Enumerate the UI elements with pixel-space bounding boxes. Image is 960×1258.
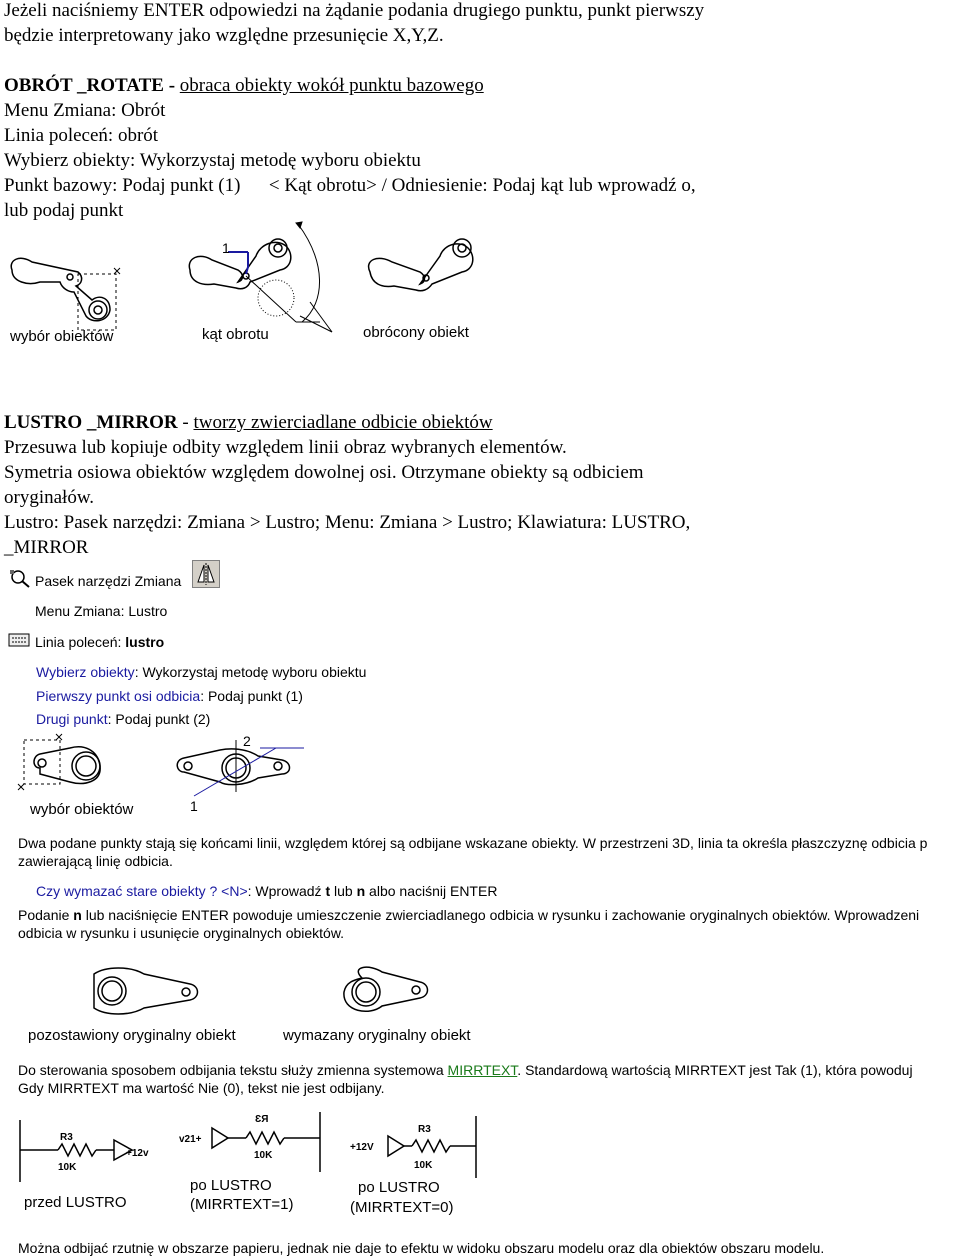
- circuit-before-k: 10K: [58, 1162, 77, 1173]
- help-prompt-2: [36, 688, 303, 705]
- help-prompt-1-label: Wybierz obiekty: [36, 664, 135, 680]
- help-erase-prompt: [36, 883, 497, 900]
- mirror-fig1-point-1: 1: [190, 798, 198, 814]
- help-para-1-line-1: Dwa podane punkty stają się końcami linii, względem której są odbijane wskazane obiekty. W przestrzeni 3D, linia ta określa płaszczyznę odbicia p: [18, 835, 928, 851]
- circuit-before-v: +12v: [126, 1148, 149, 1159]
- mirror-figure-2: [20, 962, 500, 1052]
- help-prompt-3-text: : Podaj punkt (2): [107, 711, 211, 727]
- circuit-mirror1-k: 10K: [254, 1150, 273, 1161]
- help-prompt-1-text: : Wykorzystaj metodę wyboru obiektu: [134, 664, 367, 680]
- help-para-2-line-1: [18, 907, 919, 924]
- help-prompt-1: [36, 664, 366, 681]
- help-para-2-n: n: [73, 907, 82, 923]
- rotate-heading: [4, 73, 484, 98]
- help-para-2-b: lub naciśnięcie ENTER powoduje umieszczenie zwierciadlanego odbicia w rysunku i zachowanie oryginalnych obiektów. Wprowadzeni: [81, 907, 920, 923]
- circuit-before-label: przed LUSTRO: [24, 1194, 127, 1211]
- circuit-mirror1-r: ƐЯ: [255, 1114, 269, 1125]
- help-command-prefix: Linia poleceń:: [35, 634, 126, 650]
- mirror-fig1-selected: [18, 734, 100, 790]
- circuit-mirror0-label-1: po LUSTRO: [358, 1179, 440, 1196]
- help-erase-prompt-t: t: [325, 883, 331, 899]
- rotate-description: obraca obiekty wokół punktu bazowego: [179, 75, 484, 96]
- help-erase-prompt-d: albo naciśnij ENTER: [365, 883, 498, 899]
- help-prompt-2-text: : Podaj punkt (1): [200, 688, 303, 704]
- help-para-1-line-2: zawierającą linię odbicia.: [18, 853, 173, 869]
- help-menu: Menu Zmiana: Lustro: [35, 603, 168, 619]
- mirror-fig1-reflected: [177, 740, 304, 796]
- circuit-before-r: R3: [60, 1132, 73, 1143]
- mirror-title: LUSTRO _MIRROR: [4, 412, 178, 433]
- circuit-mirror1-label-2: (MIRRTEXT=1): [190, 1196, 294, 1213]
- help-command-value: lustro: [125, 634, 165, 650]
- mirror-tool-icon: [192, 560, 220, 588]
- help-prompt-3-label: Drugi punkt: [36, 711, 108, 727]
- mirror-desc-2: Symetria osiowa obiektów względem dowolnej osi. Otrzymane obiekty są odbiciem: [4, 462, 644, 483]
- help-erase-prompt-c: lub: [330, 883, 357, 899]
- rotate-fig-label-rotated: obrócony obiekt: [363, 324, 469, 341]
- help-erase-prompt-b: : Wprowadź: [247, 883, 326, 899]
- help-para-3-a: Do sterowania sposobem odbijania tekstu służy zmienna systemowa: [18, 1062, 448, 1078]
- circuit-mirror0-r: R3: [418, 1124, 431, 1135]
- circuit-mirror1-label-1: po LUSTRO: [190, 1177, 272, 1194]
- mirror-fig2-kept: [94, 968, 198, 1014]
- rotate-fig-object-rotated: [369, 239, 473, 291]
- mirror-desc-5: _MIRROR: [4, 537, 89, 558]
- help-para-3-line-2: Gdy MIRRTEXT ma wartość Nie (0), tekst nie jest odbijany.: [18, 1080, 385, 1096]
- mirror-figure-1: [14, 730, 314, 820]
- help-footer: Można odbijać rzutnię w obszarze papieru, jednak nie daje to efektu w widoku obszaru modelu oraz dla obiektów obszaru modelu.: [18, 1240, 825, 1256]
- rotate-menu: Menu Zmiana: Obrót: [4, 100, 166, 121]
- help-para-2-line-2: odbicia w rysunku i usunięcie oryginalnych obiektów.: [18, 925, 345, 941]
- mirror-desc-4: Lustro: Pasek narzędzi: Zmiana > Lustro; Menu: Zmiana > Lustro; Klawiatura: LUSTRO,: [4, 512, 691, 533]
- mirror-heading: [4, 410, 493, 435]
- intro-line-2: będzie interpretowany jako względne przesunięcie X,Y,Z.: [4, 25, 444, 46]
- mirror-dash: -: [177, 412, 194, 433]
- mirrtext-link[interactable]: MIRRTEXT: [447, 1062, 518, 1078]
- rotate-fig-object-angle: [189, 222, 332, 332]
- rotate-select: Wybierz obiekty: Wykorzystaj metodę wyboru obiektu: [4, 150, 421, 171]
- mirror-fig1-label: wybór obiektów: [30, 801, 134, 818]
- mirror-desc-1: Przesuwa lub kopiuje odbity względem linii obraz wybranych elementów.: [4, 437, 567, 458]
- rotate-base-point-2: lub podaj punkt: [4, 200, 124, 221]
- intro-line-1: Jeżeli naciśniemy ENTER odpowiedzi na żądanie podania drugiego punktu, punkt pierwszy: [4, 0, 705, 21]
- rotate-fig-object-selected: [11, 258, 120, 330]
- circuit-mirror0-v: +12V: [350, 1142, 374, 1153]
- help-para-3-b: . Standardową wartością MIRRTEXT jest Tak (1), która powoduj: [517, 1062, 913, 1078]
- mirror-fig2-right-label: wymazany oryginalny obiekt: [283, 1027, 471, 1044]
- mirror-desc-3: oryginałów.: [4, 487, 95, 508]
- rotate-figure: [0, 222, 500, 352]
- help-toolbar: Pasek narzędzi Zmiana: [35, 573, 182, 589]
- circuit-mirror1-v: v21+: [179, 1134, 202, 1145]
- circuit-mirror0-label-2: (MIRRTEXT=0): [350, 1199, 454, 1216]
- rotate-command: Linia poleceń: obrót: [4, 125, 159, 146]
- circuit-mirror0-k: 10K: [414, 1160, 433, 1171]
- mirror-fig2-left-label: pozostawiony oryginalny obiekt: [28, 1027, 236, 1044]
- help-para-2-a: Podanie: [18, 907, 74, 923]
- help-erase-prompt-n: n: [356, 883, 366, 899]
- help-erase-prompt-label: Czy wymazać stare obiekty ? <N>: [36, 883, 248, 899]
- rotate-fig-label-angle: kąt obrotu: [202, 326, 269, 343]
- help-prompt-3: [36, 711, 210, 728]
- rotate-fig-number: 1: [222, 240, 230, 256]
- toolbar-icon: [8, 568, 32, 588]
- help-command: [35, 634, 164, 651]
- keyboard-icon: [8, 632, 30, 648]
- mirror-fig2-erased: [344, 967, 428, 1011]
- rotate-title: OBRÓT _ROTATE: [4, 75, 164, 96]
- rotate-base-point: Punkt bazowy: Podaj punkt (1) < Kąt obrotu> / Odniesienie: Podaj kąt lub wprowadź o,: [4, 175, 696, 196]
- rotate-fig-label-selection: wybór obiektów: [10, 328, 114, 345]
- rotate-dash: -: [163, 75, 180, 96]
- help-prompt-2-label: Pierwszy punkt osi odbicia: [36, 688, 201, 704]
- mirror-description: tworzy zwierciadlane odbicie obiektów: [193, 412, 493, 433]
- mirror-fig1-point-2: 2: [243, 733, 251, 749]
- help-para-3-line-1: [18, 1062, 913, 1079]
- mirror-figure-3: [14, 1112, 494, 1232]
